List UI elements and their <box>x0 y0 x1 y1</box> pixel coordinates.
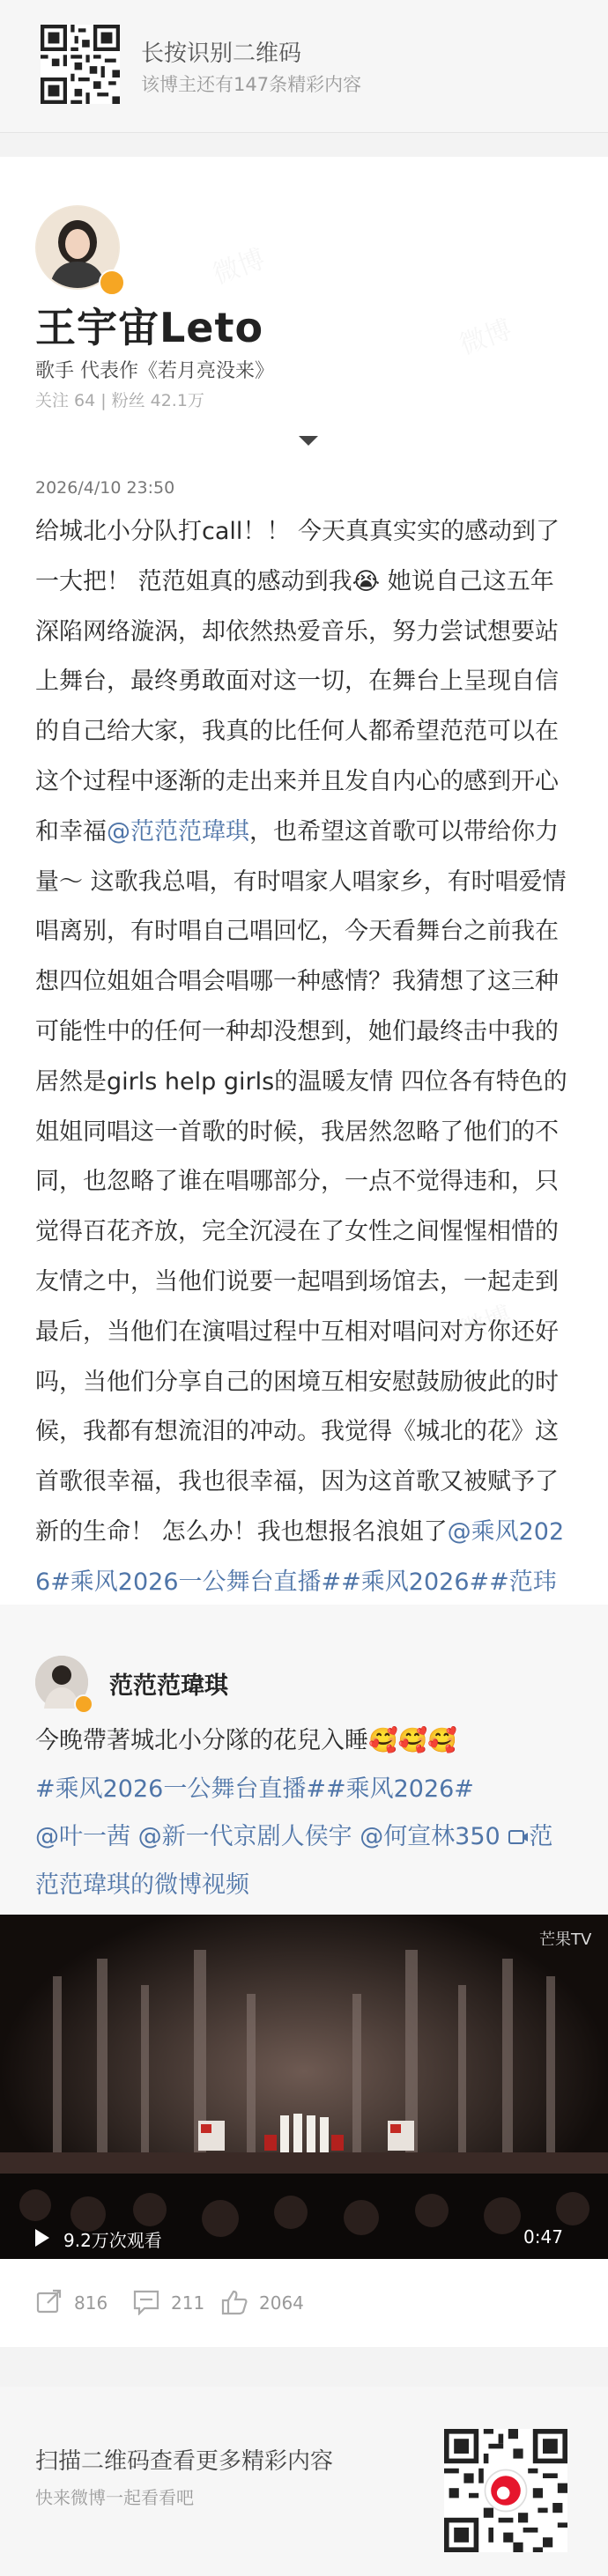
author-stats <box>35 388 210 411</box>
post-card <box>0 157 608 1777</box>
qr-code-icon[interactable] <box>444 2429 567 2552</box>
repost-body <box>35 1717 575 1909</box>
post-body <box>35 507 575 1657</box>
mention-link[interactable]: @何宣林350 <box>360 1823 500 1850</box>
video-thumbnail <box>0 1915 608 2263</box>
mention-link[interactable]: @新一代京剧人侯宇 <box>137 1823 352 1850</box>
thumbs-up-icon <box>220 2289 248 2315</box>
video-view-count: 9.2万次观看 <box>63 2230 162 2251</box>
author-name[interactable]: 王宇宙Leto <box>35 304 264 351</box>
author-description: 歌手 代表作《若月亮没来》 <box>35 360 274 382</box>
post-timestamp: 2026/4/10 23:50 <box>35 478 175 498</box>
video-player[interactable] <box>0 1915 608 2263</box>
qr-banner[interactable] <box>0 0 608 133</box>
mention-link[interactable]: @乘风2026 <box>35 1517 565 1596</box>
repost-text: 今晚帶著城北小分隊的花兒入睡🥰🥰🥰 <box>35 1727 457 1754</box>
qr-code-icon[interactable] <box>41 25 120 104</box>
banner-subtitle: 该博主还有147条精彩内容 <box>141 74 362 95</box>
reposted-post[interactable] <box>0 1605 608 2325</box>
repost-author-name[interactable]: 范范范瑋琪 <box>109 1672 228 1700</box>
hashtag-link[interactable]: #范玮 <box>489 1568 557 1596</box>
comment-count: 211 <box>171 2292 205 2314</box>
play-icon[interactable] <box>35 2229 49 2247</box>
comment-icon <box>132 2289 160 2315</box>
hashtag-link[interactable]: #乘风2026一公舞台直播# <box>35 1775 326 1803</box>
mention-link[interactable]: @叶一茜 <box>35 1823 130 1850</box>
hashtag-link[interactable]: #乘风2026# <box>341 1568 490 1596</box>
action-bar <box>0 2259 608 2347</box>
followers-count: 42.1万 <box>150 391 204 410</box>
like-count: 2064 <box>259 2292 304 2314</box>
verified-badge-icon <box>74 1694 93 1714</box>
watermark-text <box>453 307 515 362</box>
repost-icon <box>35 2289 63 2315</box>
watermark-text <box>206 237 269 292</box>
chevron-down-icon[interactable] <box>299 436 318 446</box>
video-logo: 芒果TV <box>539 1930 592 1949</box>
banner-title: 长按识别二维码 <box>141 41 302 67</box>
footer-title: 扫描二维码查看更多精彩内容 <box>35 2448 334 2475</box>
hashtag-link[interactable]: #乘风2026一公舞台直播# <box>50 1568 342 1596</box>
mention-link[interactable]: @范范范瑋琪 <box>107 817 249 845</box>
hashtag-link[interactable]: #乘风2026# <box>325 1775 474 1803</box>
video-duration: 0:47 <box>523 2226 563 2248</box>
post-text-a: 给城北小分队打call！！ 今天真真实实的感动到了一大把！ 范范姐真的感动到我😭 她说自己这五年深陷网络漩涡，却依然热爱音乐，努力尝试想要站上舞台，最终勇敢面对这一切，在舞台上呈现自信的自己给大家，我真的比任何人都希望范范可以在这个过程中逐渐的走出来并且发自内心的感到开心和幸福 <box>35 518 560 845</box>
verified-badge-icon <box>99 269 125 296</box>
repost-count: 816 <box>74 2292 108 2314</box>
footer-subtitle: 快来微博一起看看吧 <box>35 2487 194 2508</box>
following-label: 关注 <box>35 391 70 410</box>
following-count: 64 <box>74 391 96 410</box>
video-icon <box>508 1828 529 1846</box>
followers-label: 粉丝 <box>111 391 145 410</box>
qr-footer[interactable] <box>0 2387 608 2576</box>
stats-separator: | <box>100 391 107 410</box>
video-link-label: 范范范瑋琪的微博视频 <box>35 1823 553 1899</box>
post-text-b: ，也希望这首歌可以带给你力量～ 这歌我总唱，有时唱家人唱家乡，有时唱爱情唱离别，有时唱自己唱回忆，今天看舞台之前我在想四位姐姐合唱会唱哪一种感情？我猜想了这三种可能性中的任何一种却没想到，她们最终击中我的居然是girls help girls的温暖友情 四位各有特色的姐姐同唱这一首歌的时候，我居然忽略了他们的不同，也忽略了谁在唱哪部分，一点不觉得违和，只觉得百花齐放，完全沉浸在了女性之间惺惺相惜的友情之中，当他们说要一起唱到场馆去，一起走到最后，当他们在演唱过程中互相对唱问对方你还好吗，当他们分享自己的困境互相安慰鼓励彼此的时候，我都有想流泪的冲动。我觉得《城北的花》这首歌很幸福，我也很幸福，因为这首歌又被赋予了新的生命！ 怎么办！我也想报名浪姐了 <box>35 817 567 1546</box>
